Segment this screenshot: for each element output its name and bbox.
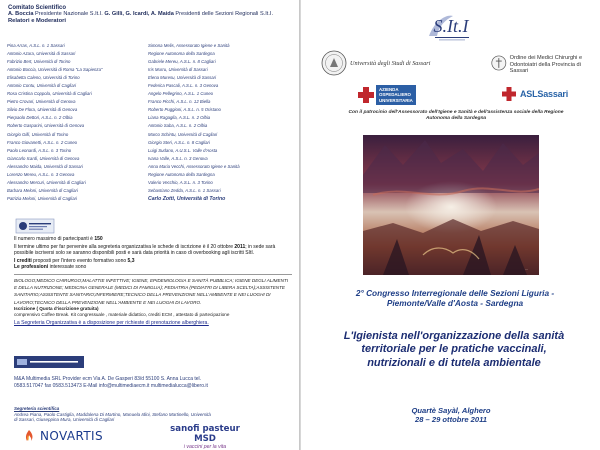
- max-participants-value: 150: [94, 236, 103, 242]
- speaker-item: Pierpaolo Dettori, A.S.L. n. 2 Olbia: [7, 115, 73, 121]
- speaker-item: Antonio Saba, A.S.L. n. 2 Olbia: [148, 123, 208, 129]
- speaker-item: Barbara Meloni, Università di Cagliari: [7, 187, 78, 193]
- novartis-flame-icon: [22, 429, 36, 443]
- patronage-note: Con il patrocinio dell'Assessorato dell'Igiene e Sanità e dell'assistenza sociale della Regione Autonoma della Sardegna: [348, 110, 564, 121]
- secretariat-label: Segreteria scientifica: [14, 406, 60, 411]
- right-page: [300, 0, 600, 450]
- siti-logo: [421, 10, 481, 44]
- speaker-item: Rosa Cristina Coppola, Università di Cagliari: [7, 91, 92, 97]
- speakers-title: Relatori e Moderatori: [8, 17, 66, 24]
- speaker-item: Elena Muresu, Università di Sassari: [148, 75, 217, 81]
- cover-painting: [363, 135, 539, 275]
- speaker-item: Iris Murru, Università di Sassari: [148, 67, 208, 73]
- speaker-item: Liana Ragaglia, A.S.L. n. 2 Olbia: [148, 115, 211, 121]
- asl-sassari-logo: [501, 83, 591, 105]
- congress-main-title: L'Igienista nell'organizzazione della sanità territoriale per le pratiche vaccinali, nutrizionali e di tutela ambientale: [343, 330, 565, 369]
- speaker-item: Roberto Gasparini, Università di Genova: [7, 123, 85, 129]
- speakers-column-2: [148, 42, 240, 203]
- university-of-sassari-logo: [321, 48, 461, 78]
- deadline-note: Il termine ultimo per far pervenire alla segreteria organizzativa le schede di iscrizione è il 20 ottobre 2011; in sede sarà possibile iscriversi solo se saranno disponibili posti e sarà data priorità in caso di overbooking agli iscritti SItI.: [14, 244, 276, 256]
- aou-name: AZIENDA OSPEDALIERO UNIVERSITARIA: [376, 85, 416, 105]
- speaker-item: Franco Picchi, A.S.L. n. 12 Biella: [148, 99, 211, 105]
- speaker-item: Silvio De Flora, Università di Genova: [7, 107, 78, 113]
- speaker-item: Alessandro Mercuri, Università di Cagliari: [7, 179, 86, 185]
- president-national-name: A. Boccia: [8, 11, 34, 18]
- credits-note: I crediti proposti per l'intero evento formativo sono 5,3: [14, 258, 135, 264]
- event-info: [14, 236, 292, 326]
- speaker-item: Angelo Pellegrino, A.S.L. 1 Cuneo: [148, 91, 214, 97]
- speaker-item: Giancarlo Icardi, Università di Genova: [7, 155, 80, 161]
- speaker-item: Simona Melis, Assessorato Igiene e Sanità: [148, 43, 230, 48]
- speakers-column-1: [7, 42, 102, 203]
- speaker-item: Sebastiano Zedda, A.S.L. n. 1 Sassari: [148, 187, 221, 193]
- speaker-item: Paolo Leonardi, A.S.L. n. 3 Torino: [7, 147, 72, 153]
- speaker-item: Regione Autonoma della Sardegna: [148, 51, 215, 57]
- speaker-item: Pina Arras, A.S.L. n. 1 Sassari: [7, 43, 65, 48]
- speaker-item: Pietro Crovari, Università di Genova: [7, 99, 76, 105]
- speaker-item: Antonio Azara, Università di Sassari: [7, 51, 76, 57]
- provider-line-2: 0583.517047 fax 0583.513473 E-Mail info@multimediaecm.it multimedialucca@libero.it: [14, 383, 208, 389]
- speaker-item: Elisabetta Caleno, Università di Torino: [7, 75, 80, 81]
- asl-cross-icon: [501, 86, 517, 102]
- aou-sassari-logo: [356, 83, 476, 107]
- speaker-item: Luigi Sudano, A.U.S.L. Valle d'Aosta: [148, 147, 218, 153]
- asl-name: ASLSassari: [520, 89, 569, 99]
- multimedia-logo: [14, 355, 84, 369]
- speaker-item: Giorgio Gilli, Università di Torino: [7, 131, 69, 137]
- speaker-item: Federica Pascali, A.S.L. n. 3 Genova: [148, 83, 219, 89]
- speaker-item: Antonio Contu, Università di Cagliari: [7, 83, 77, 89]
- speaker-item: Antonio Boccia, Università di Roma "La Sapienza": [7, 67, 103, 73]
- hotel-availability-note: La Segreteria Organizzativa è a disposizione per richieste di prenotazione alberghiera.: [14, 319, 209, 326]
- president-regional-names: G. Gilli, G. Icardi, A. Maida: [104, 11, 174, 18]
- professions-list: BIOLOGO;MEDICO CHIRURGO;MALATTIE INFETTIVE; IGIENE, EPIDEMIOLOGIA E SANITÀ PUBBLICA; IGIENE DEGLI ALIMENTI E DELLA NUTRIZIONE; MEDICINA GENERALE (MEDICI DI FAMIGLIA); PEDIATRIA (PEDIATRI DI LIBERA SCELTA);ASSISTENTE SANITARIO;ASSISTENTE SANITARIO;INFERMIERE;TECNICO DELLA PREVENZIONE NELL'AMBIENTE E NEI LUOGHI DI LAVORO;TECNICO DELLA PREVENZIONE NELL'AMBIENTE E NEI LUOGHI DI LAVORO.: [14, 274, 292, 306]
- novartis-logo: [22, 428, 103, 444]
- president-regional-role: Presidenti delle Sezioni Regionali S.It.I.: [173, 11, 274, 18]
- registration-note: Iscrizione ( Quota d'iscrizione gratuita) comprensivo Coffee Break. Kit congressuale , materiale didattico, crediti ECM , attestato di partecipazione: [14, 305, 230, 317]
- participants-note: Il numero massimo di partecipanti è 150: [14, 236, 103, 242]
- provider-line-1: M&A Multimedia SRL Provider ecm Via A. De Gasperi 83/d 55100 S. Anna Lucca tel.: [14, 376, 202, 382]
- medical-order-line-2: Odontoiatri della Provincia di Sassari: [509, 61, 581, 75]
- red-cross-icon: [356, 85, 376, 105]
- speaker-item: Patrizia Meloni, Università di Cagliari: [7, 195, 77, 201]
- speaker-item: Roberto Puggioni, A.S.L. n. 5 Oristano: [148, 107, 221, 113]
- credits-value: 5,3: [127, 258, 135, 264]
- event-dates: 28 – 29 ottobre 2011: [414, 415, 488, 425]
- committee-title: Comitato Scientifico: [8, 5, 67, 11]
- speaker-item: Anna Maria Vecchi, Assessorato Igiene e Sanità: [148, 163, 240, 169]
- sanofi-wordmark: sanofi pasteur MSD: [170, 424, 240, 444]
- speaker-item: Fabrizio Bert, Università di Torino: [7, 59, 71, 65]
- speaker-item: Alessandro Maida, Università di Sassari: [7, 163, 83, 169]
- scientific-committee: [8, 5, 294, 29]
- speaker-item: Ivana Valle, A.S.L. n. 3 Genova: [148, 155, 208, 161]
- university-name: Università degli Studi di Sassari: [350, 59, 431, 67]
- speaker-item: Marco Schintu, Università di Cagliari: [148, 131, 218, 137]
- committee-presidents: [8, 11, 294, 17]
- university-seal-icon: [321, 50, 347, 76]
- secretariat-members: Andrea Piana, Paolo Castiglia, Maddalena Di Martino, Manuela Idini, Stefano Martinello, Università di Sassari, Giuseppina Mura, Università di Cagliari: [14, 411, 211, 423]
- professions-note: Le professioni interessate sono: [14, 264, 87, 270]
- speaker-item: Gabriele Mereu, A.S.L. n. 8 Cagliari: [148, 59, 216, 65]
- svg-text:S.It.I: S.It.I: [433, 16, 469, 36]
- speaker-item: Valerio Vecchio, A.S.L. n. 3 Torino: [148, 179, 213, 185]
- sanofi-pasteur-msd-logo: [160, 424, 250, 448]
- scientific-secretariat: [14, 406, 214, 423]
- speaker-item: Carlo Zotti, Università di Torino: [148, 195, 226, 202]
- sanofi-tagline: i vaccini per la vita: [183, 444, 227, 450]
- congress-title: 2° Congresso Interregionale delle Sezioni Liguria - Piemonte/Valle d'Aosta - Sardegna: [355, 288, 555, 309]
- venue-and-dates: [391, 406, 511, 425]
- medical-order-logo: [491, 55, 599, 75]
- novartis-wordmark: NOVARTIS: [40, 429, 104, 443]
- president-national-role: Presidente Nazionale S.It.I.: [33, 11, 103, 18]
- speaker-item: Regione Autonoma della Sardegna: [148, 171, 215, 177]
- speaker-item: Franco Giovanetti, A.S.L. n. 2 Cuneo: [7, 139, 78, 145]
- speaker-item: Giorgio Steri, A.S.L. n. 8 Cagliari: [148, 139, 210, 145]
- svg-text:...: ...: [525, 266, 529, 271]
- medical-order-seal-icon: [491, 55, 507, 71]
- speaker-item: Lorenzo Mereu, A.S.L. n. 3 Genova: [7, 171, 75, 177]
- venue: Quartè Sayàl, Alghero: [411, 406, 491, 415]
- provider-contacts: [14, 376, 294, 390]
- medical-order-line-1: Ordine dei Medici Chirurghi e: [509, 55, 583, 61]
- ecm-provider-logo: [15, 216, 55, 236]
